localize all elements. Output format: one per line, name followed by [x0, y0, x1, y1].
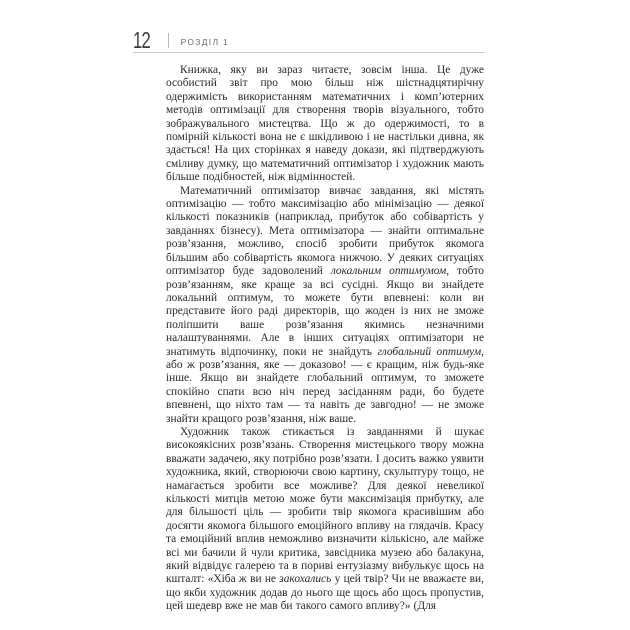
paragraph-3	[166, 426, 484, 614]
chapter-label: РОЗДІЛ 1	[180, 36, 230, 47]
page-number: 12	[133, 27, 150, 53]
header-divider	[168, 33, 169, 48]
body-text-block	[166, 64, 484, 614]
paragraph-3-italic-fell-in-love: закохались	[279, 573, 332, 586]
running-head	[133, 29, 484, 53]
paragraph-3-text: Художник також стикається із завданнями й шукає високоякісних розв’язань. Створення мистецького твору можна вважати задачею, яку потрібно розв’язати. І досить важко уявити художника, який, створюючи свою картину, скульптуру тощо, не намагається зробити все можливе? Для деякої невеликої кількості митців метою може бути максимізація прибутку, але для більшості ціль — зробити твір якомога красивішим або досягти якомога більшого емоційного впливу на глядачів. Красу та емоційний вплив неможливо визначити кількісно, але майже всі ми бачили й чули критика, завсідника музею або балакуна, який відвідує галерею та в пориві ентузіазму вибулькує щось на кшталт: «Хіба ж ви не	[166, 425, 484, 586]
paragraph-2-italic-local-optimum: локальним оптимумом	[330, 265, 447, 278]
paragraph-2-text: , тобто розв’язанням, яке краще за всі сусідні. Якщо ви знайдете локальний оптимум, то можете бути впевнені: коли ви представите його раді директорів, що жоден із них не зможе поліпшити ваше розв’язання якимись незначними налаштуваннями. Але в інших ситуаціях оптимізатори не знатимуть відпочинку, поки не знайдуть	[166, 265, 484, 358]
paragraph-2-text: Математичний оптимізатор вивчає завдання, які містять оптимізацію — тобто максимізацію або мінімізацію — деякої кількості показників (наприклад, прибуток або собівартість у завданнях бізнесу). Мета оптимізатора — знайти оптимальне розв’язання, можливо, спосіб зробити прибуток якомога більшим або собівартість якомога нижчою. У деяких ситуаціях оптимізатор буде задоволений	[166, 184, 484, 278]
paragraph-2-text: , або ж розв’язання, яке — доказово! — є кращим, ніж будь-яке інше. Якщо ви знайдете глобальний оптимум, то зможете спокійно спати всю ніч перед засіданням ради, бо будете впевнені, що ніхто там — та навіть де завгодно! — не зможе знайти кращого розв’язання, ніж ваше.	[166, 345, 484, 425]
paragraph-1	[166, 64, 484, 185]
paragraph-1-text: Книжка, яку ви зараз читаєте, зовсім інша. Це дуже особистий звіт про мою більш ніж шістнадцятирічну одержимість використанням математичних і комп’ютерних методів оптимізації для створення творів візуального, тобто зображувального мистецтва. Що ж до одержимості, то в помірній кількості вона не є шкідливою і не настільки дивна, як здається! На цих сторінках я наведу докази, які підтверджують сміливу думку, що математичний оптимізатор і художник мають більше подібностей, ніж відмінностей.	[166, 64, 484, 184]
paragraph-2	[166, 185, 484, 426]
paragraph-2-italic-global-optimum: глобальний оптимум	[377, 345, 482, 358]
paragraph-3-text: у цей твір? Чи не вважаєте ви, що якби художник додав до нього ще щось або щось пропустив, цей шедевр вже не мав би такого самого впливу?» (Для	[166, 573, 485, 613]
